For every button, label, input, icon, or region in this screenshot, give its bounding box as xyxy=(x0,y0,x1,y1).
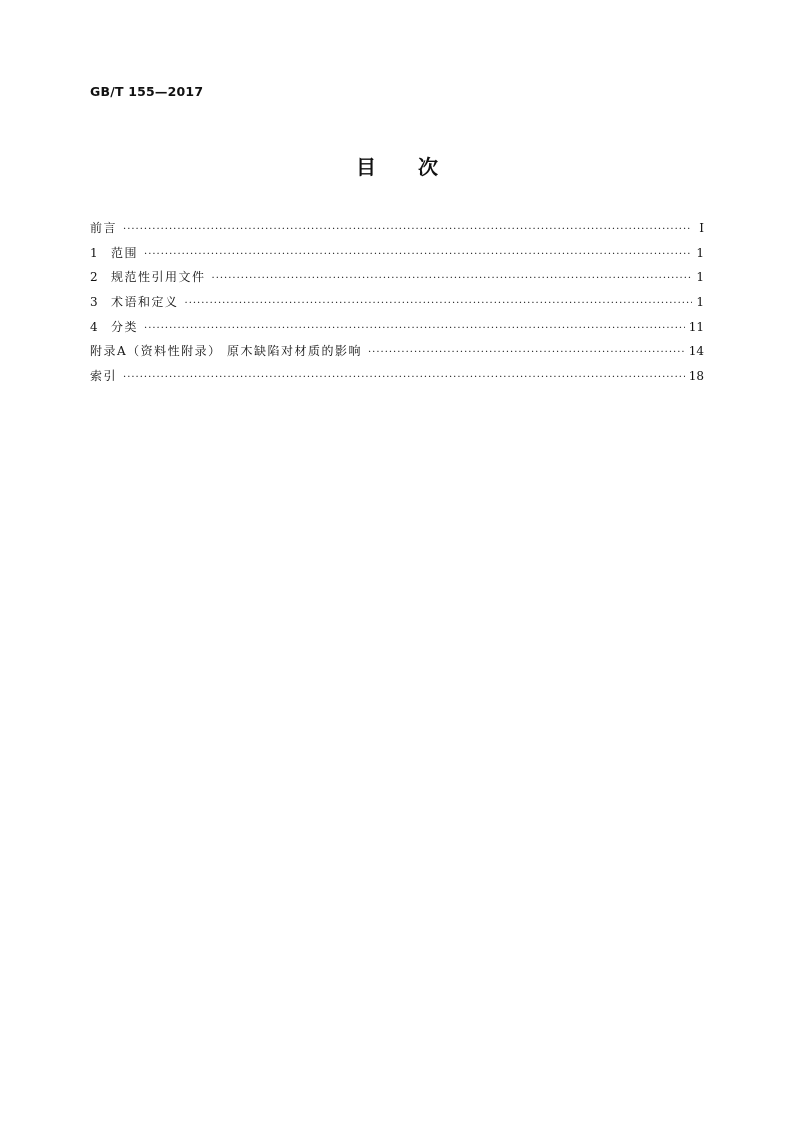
dot-leader xyxy=(123,218,692,243)
toc-entry-label: 术语和定义 xyxy=(111,295,179,310)
toc-entry-label: 附录A（资料性附录） 原木缺陷对材质的影响 xyxy=(90,344,362,359)
title-char-2: 次 xyxy=(418,155,438,179)
toc-entry-preface[interactable] xyxy=(90,216,704,241)
dot-leader xyxy=(212,267,692,292)
toc-entry-terms-definitions[interactable] xyxy=(90,290,704,315)
toc-entry-label: 范围 xyxy=(111,245,139,260)
table-of-contents xyxy=(90,216,704,389)
toc-entry-label: 前言 xyxy=(90,221,118,235)
dot-leader xyxy=(123,366,685,391)
dot-leader xyxy=(368,341,685,366)
toc-entry-page: Ⅰ xyxy=(699,221,704,235)
page-title xyxy=(0,151,794,180)
toc-entry-annex-a[interactable] xyxy=(90,339,704,364)
toc-entry-label: 规范性引用文件 xyxy=(111,270,206,285)
toc-entry-number: 2 xyxy=(90,270,98,285)
standard-code: GB/T 155—2017 xyxy=(90,84,204,99)
toc-entry-index[interactable] xyxy=(90,364,704,389)
dot-leader xyxy=(144,317,685,342)
toc-entry-page: 18 xyxy=(688,369,704,384)
toc-entry-number: 4 xyxy=(90,319,98,334)
toc-entry-page: 14 xyxy=(688,344,704,359)
dot-leader xyxy=(144,243,692,268)
toc-entry-normative-references[interactable] xyxy=(90,265,704,290)
toc-entry-page: 1 xyxy=(696,295,704,310)
toc-entry-label: 分类 xyxy=(111,319,139,334)
dot-leader xyxy=(185,292,692,317)
title-char-1: 目 xyxy=(356,155,376,179)
toc-entry-page: 1 xyxy=(696,270,704,285)
toc-entry-scope[interactable] xyxy=(90,241,704,266)
toc-entry-label: 索引 xyxy=(90,369,118,384)
toc-entry-classification[interactable] xyxy=(90,315,704,340)
toc-entry-page: 1 xyxy=(696,245,704,260)
toc-entry-page: 11 xyxy=(688,319,704,334)
toc-entry-number: 3 xyxy=(90,295,98,310)
toc-entry-number: 1 xyxy=(90,245,98,260)
